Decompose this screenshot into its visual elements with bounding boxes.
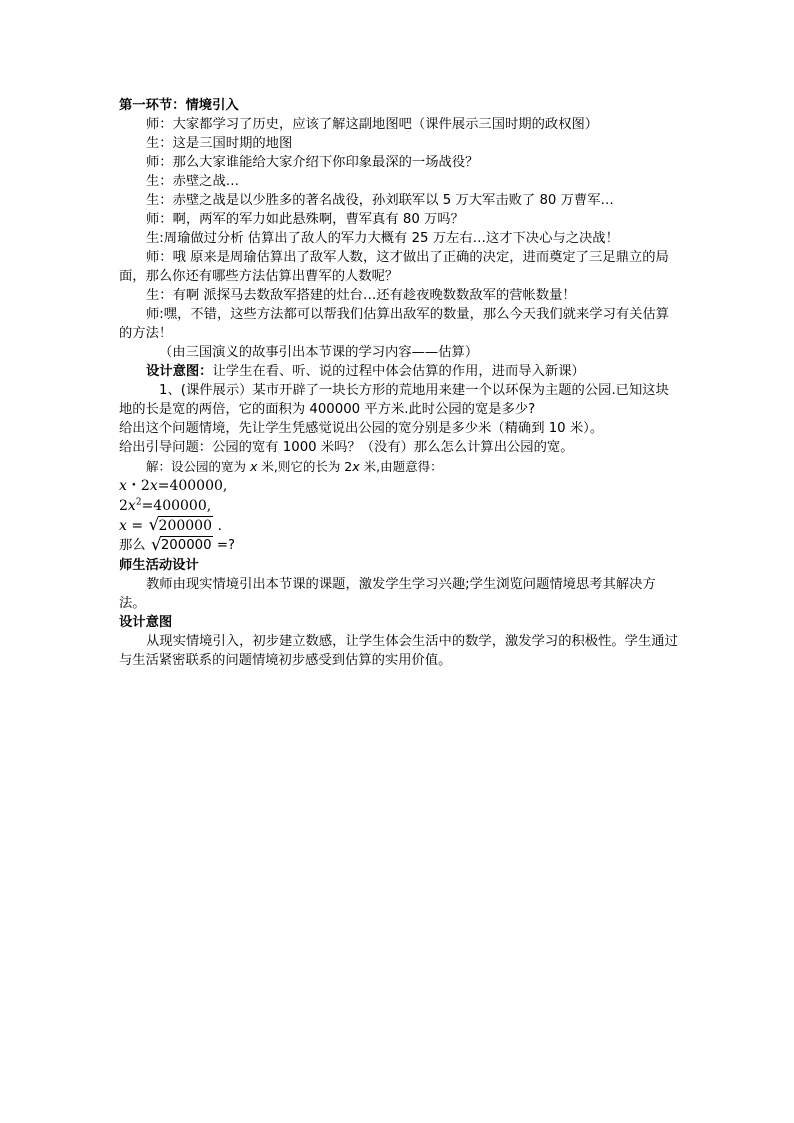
dialogue-line: 师：那么大家谁能给大家介绍下你印象最深的一场战役？ <box>146 155 479 170</box>
design-text: 从现实情境引入，初步建立数感，让学生体会生活中的数学，激发学习的积极性。学生通过与生活紧密联系的问题情境初步感受到估算的实用价值。 <box>119 634 678 668</box>
design-intent-text: 让学生在看、听、说的过程中体会估算的作用，进而导入新课） <box>212 364 585 379</box>
dialogue-line: 生:周瑜做过分析 估算出了敌人的军力大概有 25 万左右…这才下决心与之决战！ <box>146 231 619 246</box>
dialogue-line: 生：这是三国时期的地图 <box>146 136 293 151</box>
dialogue-line: 师：哦 原来是周瑜估算出了敌军人数，这才做出了正确的决定，进而奠定了三足鼎立的局面，那么你还有哪些方法估算出曹军的人数呢？ <box>119 250 669 284</box>
design-intent-label: 设计意图： <box>146 364 213 379</box>
section-heading-activity: 师生活动设计 <box>119 558 199 573</box>
design-intent-line <box>119 362 679 381</box>
equation-3: x = √ 200000 . <box>119 515 222 535</box>
section-heading-intro: 第一环节：情境引入 <box>119 98 239 113</box>
solution-intro: 解：设公园的宽为 x 米,则它的长为 2x 米,由题意得： <box>146 459 443 474</box>
equation-2: $2x^2=400000$, <box>119 497 212 514</box>
dialogue-line: 师:嘿，不错，这些方法都可以帮我们估算出敌军的数量，那么今天我们就来学习有关估算的方法！ <box>119 307 670 341</box>
dialogue-line: 生：有啊 派探马去数敌军搭建的灶台…还有趁夜晚数数敌军的营帐数量！ <box>146 288 576 303</box>
dialogue-line: 师：大家都学习了历史，应该了解这副地图吧（课件展示三国时期的政权图） <box>146 117 599 132</box>
activity-text: 教师由现实情境引出本节课的课题，激发学生学习兴趣;学生浏览问题情境思考其解决方法。 <box>119 577 656 611</box>
dialogue-line: 生：赤壁之战… <box>146 174 240 189</box>
problem-situation: 给出这个问题情境，先让学生凭感觉说出公园的宽分别是多少米（精确到 10 米）。 <box>119 421 604 436</box>
equation-1: x・2x=400000, <box>119 478 228 494</box>
problem-statement: 1、(课件展示）某市开辟了一块长方形的荒地用来建一个以环保为主题的公园.已知这块地的长是宽的两倍，它的面积为 400000 平方米.此时公园的宽是多少? <box>119 383 669 417</box>
equation-4: 那么 √ 200000 =? <box>119 535 236 555</box>
document-body <box>119 96 679 670</box>
square-root: √ 200000 <box>148 515 212 535</box>
lesson-note: （由三国演义的故事引出本节课的学习内容——估算） <box>159 345 479 360</box>
dialogue-line: 生：赤壁之战是以少胜多的著名战役，孙刘联军以 5 万大军击败了 80 万曹军… <box>146 193 614 208</box>
section-heading-design: 设计意图 <box>119 615 173 630</box>
dialogue-line: 师：啊，两军的军力如此悬殊啊，曹军真有 80 万吗？ <box>146 212 464 227</box>
square-root: √ 200000 <box>150 535 212 555</box>
guiding-question: 给出引导问题：公园的宽有 1000 米吗？（没有）那么怎么计算出公园的宽。 <box>119 440 574 455</box>
